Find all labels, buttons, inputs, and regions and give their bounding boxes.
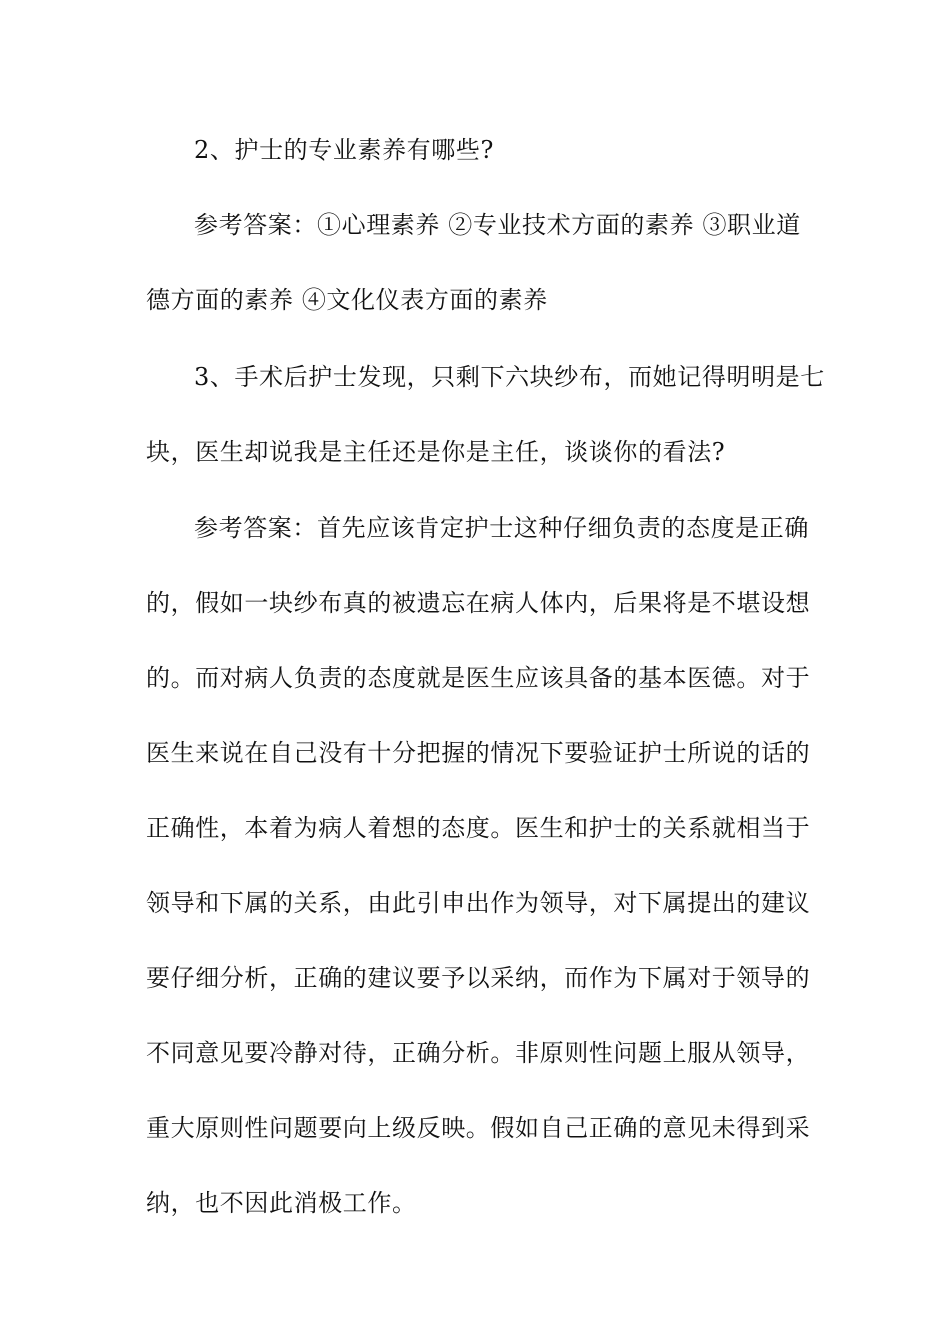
- question-3-line-2: 块，医生却说我是主任还是你是主任，谈谈你的看法?: [146, 438, 726, 466]
- answer-3-line-6: 领导和下属的关系，由此引申出作为领导，对下属提出的建议: [146, 889, 811, 917]
- answer-3-line-3: 的。而对病人负责的态度就是医生应该具备的基本医德。对于: [146, 664, 811, 692]
- answer-3-line-9: 重大原则性问题要向上级反映。假如自己正确的意见未得到采: [146, 1114, 811, 1142]
- answer-3-line-4: 医生来说在自己没有十分把握的情况下要验证护士所说的话的: [146, 739, 811, 767]
- answer-3-line-7: 要仔细分析，正确的建议要予以采纳，而作为下属对于领导的: [146, 964, 811, 992]
- answer-2-line-2: 德方面的素养 ④文化仪表方面的素养: [146, 286, 548, 314]
- question-3-line-1: 3、手术后护士发现，只剩下六块纱布，而她记得明明是七: [194, 363, 825, 391]
- answer-2-line-1: 参考答案：①心理素养 ②专业技术方面的素养 ③职业道: [194, 211, 801, 239]
- question-2-line: 2、护士的专业素养有哪些?: [194, 136, 494, 164]
- answer-3-line-1: 参考答案：首先应该肯定护士这种仔细负责的态度是正确: [194, 514, 809, 542]
- answer-3-line-8: 不同意见要冷静对待，正确分析。非原则性问题上服从领导，: [146, 1039, 811, 1067]
- answer-3-line-2: 的，假如一块纱布真的被遗忘在病人体内，后果将是不堪设想: [146, 589, 811, 617]
- answer-3-line-10: 纳，也不因此消极工作。: [146, 1189, 417, 1217]
- answer-3-line-5: 正确性，本着为病人着想的态度。医生和护士的关系就相当于: [146, 814, 811, 842]
